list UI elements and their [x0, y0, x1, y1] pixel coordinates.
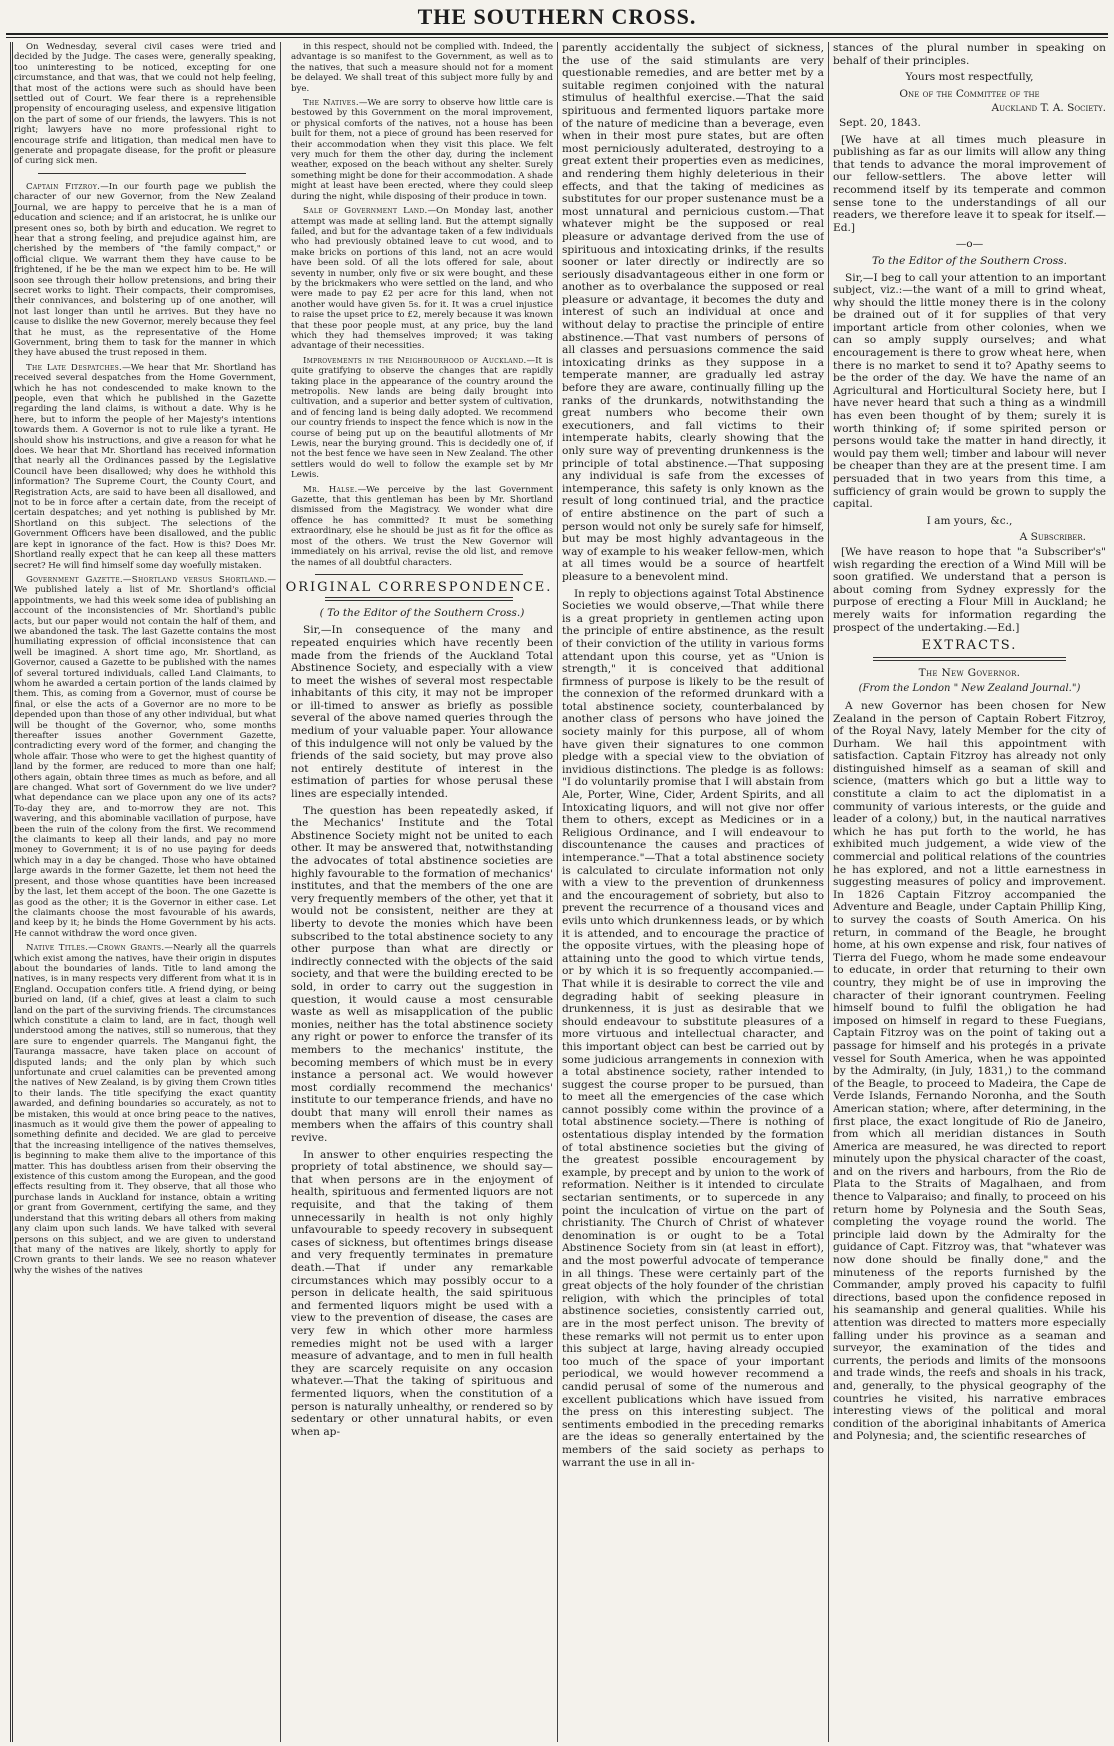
correspondence-letter [285, 624, 553, 1438]
letter-closing: I am yours, &c., [926, 514, 1013, 527]
newspaper-page [8, 42, 1106, 1742]
newspaper-title: THE SOUTHERN CROSS. [417, 4, 697, 29]
article-heading: The Late Despatches. [26, 362, 123, 373]
letter-addressee: To the Editor of the Southern Cross. [872, 254, 1067, 267]
letter-paragraph: In answer to other enquiries respecting the propriety of total abstinence, we should say—that when persons are in the enjoyment of health, spirituous and fermented liquors are not requisite, and that the taking of them unnecessarily in health is not only highly unfavourable to speedy recovery in subsequent cases of sickness, but oftentimes brings disease and very frequently terminates in premature death.—That if under any remarkable circumstances which may possibly occur to a person in delicate health, the said spirituous and fermented liquors might be used with a view to the prevention of disease, the cases are very few in which other more harmless remedies might not be used with a larger measure of advantage, and to men in full health they are scarcely requisite on any occasion whatever.—That the taking of spirituous and fermented liquors, when the constitution of a person is naturally unhealthy, or rendered so by sedentary or other unnatural habits, or even when ap- [291, 1148, 553, 1438]
article-heading: Captain Fitzroy. [26, 181, 101, 192]
letter-paragraph: Sir,—I beg to call your attention to an important subject, viz.:—the want of a mill to grind wheat, why should the little money there is in the colony be drained out of it for supplies of that very important article from other colonies, when we can so amply supply ourselves; and what encouragement is there to grow wheat here, when there is no market to send it to? Apathy seems to be the order of the day. We have the name of an Agricultural and Horticultural Society here, but I have never heard that such a thing as a windmill has even been thought of by them; surely it is worth thinking of; if some spirited person or persons would take the matter in hand directly, it would pay them well; timber and labour will never be cheaper than they are at the present time. I am persuaded that in two years from this time, a sufficiency of grain would be grown to supply the capital. [833, 271, 1106, 511]
column-4 [833, 42, 1106, 1742]
article-body: —In our fourth page we publish the character of our new Governor, from the New Zealand Journal, we are happy to perceive that he is a man of education and science; and if an aristocrat, he is unlike our present ones so, both by birth and education. We regret to hear that a strong feeling, and prejudice against him, are cherished by the members of "the family compact," or official clique. We warrant them they have cause to be frightened, if he be the man we expect him to be. He will soon see through their hollow pretensions, and bring their secret works to light. Their compacts, their compromises, their connivances, and bolstering up of one another, will not last longer than until he arrives. But they have no cause to dislike the new Governor, merely because they feel that he must, as the representative of the Home Government, bring them to task for the manner in which they have abused the trust reposed in them. [14, 181, 276, 359]
letter-paragraph: parently accidentally the subject of sickness, the use of the said stimulants are very questionable remedies, and are better met by a suitable regimen conjoined with the natural stimulus of healthful exercise.—That the said spirituous and fermented liquors partake more of the nature of medicine than a beverage, even when in their most pure states, but are often most perniciously adulterated, destroying to a great extent their properties even as medicines, and rendering them highly deleterious in their effects, and that the taking of medicines as substitutes for our proper sustenance must be a most unnatural and pernicious custom.—That whatever might be the supposed or real pleasure or advantage derived from the use of spirituous and intoxicating drinks, if the results sooner or later directly or indirectly are so seriously disadvantageous either in one form or another as to overbalance the supposed or real pleasure or advantage, it becomes the duty and interest of such an individual at once and without delay to practise the principle of entire abstinence.—That vast numbers of persons of all classes and persuasions commence the said intoxicating drinks as they suppose in a temperate manner, are gradually led astray before they are aware, continually filling up the ranks of the drunkards, notwithstanding the great numbers who become their own executioners, and fall victims to their intemperate habits, clearly showing that the only sure way of preventing drunkenness is the principle of total abstinence.—That supposing any individual is safe from the excesses of intemperance, this safety is only known as the result of long continued trial, and the practice of entire abstinence on the part of such a person would not only be surely safe for himself, but may be most highly advantageous in the way of example to his weaker fellow-men, which at all times would be a source of heartfelt pleasure to a benevolent mind. [562, 42, 824, 583]
masthead-rule [6, 33, 1108, 35]
native-titles-continued: in this respect, should not be complied with. Indeed, the advantage is so manifest to the Government, as well as to the natives, that such a measure should not for a moment be delayed. We shall treat of this subject more fully by and bye. [291, 42, 553, 94]
letter-closing: Yours most respectfully, [905, 71, 1034, 84]
article-heading: The New Governor. [918, 666, 1021, 679]
column-2 [285, 42, 553, 1742]
article-heading: The Natives. [303, 98, 359, 109]
column-3 [562, 42, 824, 1742]
letter-paragraph: Sir,—In consequence of the many and repeated enquiries which have recently been made from the friends of the Auckland Total Abstinence Society, and especially with a view to meet the wishes of several most respectable inhabitants of this city, it may not be improper or ill-timed to answer as briefly as possible several of the above named queries through the medium of your valuable paper. Your allowance of this indulgence will not only be valued by the friends of the said society, but may prove also not entirely destitute of interest in the estimation of parties for whose perusal these lines are especially intended. [291, 624, 553, 801]
column-rule-3 [828, 42, 829, 1742]
article-heading: Mr. Halse. [303, 484, 358, 495]
article-heading: Native Titles.—Crown Grants. [26, 943, 165, 954]
extract-body: A new Governor has been chosen for New Zealand in the person of Captain Robert Fitzroy, of the Royal Navy, lately Member for the city of Durham. We hail this appointment with satisfaction. Captain Fitzroy has already not only distinguished himself as a seaman of skill and science, (matters which go but a little way to constitute a claim to act the diplomatist in a community of various interests, or the guide and leader of a colony,) but, in the nautical narratives which he has put forth to the world, he has exhibited much judgement, a wide view of the commercial and political relations of the countries he has explored, and not a little earnestness in suggesting measures of policy and improvement. In 1826 Captain Fitzroy accompanied the Adventure and Beagle, under Captain Phillip King, to survey the coasts of South America. On his return, in command of the Beagle, he brought home, at his own expense and risk, four natives of Tierra del Fuego, whom he made some endeavour to educate, in order that returning to their own country, they might be of use in improving the character of their ignorant countrymen. Feeling himself bound to fulfil the obligation he had imposed on himself in regard to these Fuegians, Captain Fitzroy was on the point of taking out a passage for himself and his protegés in a private vessel for South America, when he was appointed by the Admiralty, (in July, 1831,) to the command of the Beagle, to proceed to Madeira, the Cape de Verde Islands, Fernando Noronha, and the South American station; where, after determining, in the first place, the exact longitude of Rio de Janeiro, from which all meridian distances in South America are measured, he was directed to report minutely upon the physical character of the coast, and on the rivers and harbours, from the Rio de Plata to the Straits of Magalhaen, and from thence to Valparaiso; and finally, to proceed on his return home by Polynesia and the South Seas, completing the voyage round the world. The principle laid down by the Admiralty for the guidance of Capt. Fitzroy was, that "whatever was now done should be finally done," and the minuteness of the reports furnished by the Commander, amply proved his capacity to fulfil directions, based upon the confidence reposed in his seamanship and general qualities. While his attention was directed to matters more especially falling under his province as a seaman and surveyor, the examination of the tides and currents, the periods and limits of the monsoons and trade winds, the reefs and shoals in his track, and, generally, to the physical geography of the countries he visited, his narrative embraces interesting views of the political and moral condition of the aboriginal inhabitants of America and Polynesia; and, the scientific researches of [833, 699, 1106, 1443]
article-heading: Improvements in the Neighbourhood of Auckland. [303, 355, 527, 366]
letter-addressee: ( To the Editor of the Southern Cross.) [319, 607, 525, 620]
civil-cases-paragraph: On Wednesday, several civil cases were tried and decided by the Judge. The cases were, generally speaking, too uninteresting to be noticed, excepting for one circumstance, and that was, that we could not help feeling, that most of the actions were such as should have been settled out of Court. We fear there is a reprehensible propensity of encouraging useless, and expensive litigation on the part of some of our friends, the lawyers. This is not right; lawyers have no more professional right to encourage strife and litigation, than medical men have to generate and propagate disease, for the profit or pleasure of curing sick men. [14, 42, 276, 167]
article-sale-of-land [285, 206, 553, 352]
column-rule-1 [280, 42, 281, 1742]
article-body: —We perceive by the last Government Gazette, that this gentleman has been by Mr. Shortland dismissed from the Magistracy. We wonder what dire offence he has committed? It must be something extraordinary, else he should be just as fit for the office as most of the others. We trust the New Governor will immediately on his arrival, revise the old list, and remove the names of all doubtful characters. [291, 484, 553, 568]
letter-date: Sept. 20, 1843. [839, 116, 921, 129]
masthead-rule-thin [6, 37, 1108, 38]
masthead [0, 0, 1114, 34]
letter-signature: One of the Committee of the [899, 87, 1040, 100]
letter-paragraph: stances of the plural number in speaking on behalf of their principles. [833, 42, 1106, 67]
article-body: —We hear that Mr. Shortland has received several despatches from the Home Government, which he has not condescended to make known to the people, even that which he published in the Gazette regarding the land claims, is without a date. Why is he here, but to inform the people of her Majesty's intentions towards them. A Governor is not to rule like a tyrant. He should show his instructions, and give a reason for what he does. We hear that Mr. Shortland has received information that nearly all the Ordinances passed by the Legislative Council have been disallowed; why does he withhold this information? The Supreme Court, the County Court, and Registration Acts, are said to have been all disallowed, and not to be in force after a certain date, from the receipt of certain despatches; and yet nothing is published by Mr. Shortland on this subject. The selections of the Government Officers have been disallowed, and the public are kept in ignorance of the fact. How is this? Does Mr. Shortland really expect that he can keep all these matters secret? He will find himself some day woefully mistaken. [14, 362, 276, 571]
letter-paragraph: The question has been repeatedly asked, if the Mechanics' Institute and the Total Abstinence Society might not be united to each other. It may be answered that, notwithstanding the advocates of total abstinence societies are highly favourable to the formation of mechanics' institutes, and that the members of the one are very frequently members of the other, yet that it would not be consistent, neither are they at liberty to devote the monies which have been subscribed to the total abstinence society to any other purpose than what are directly or indirectly connected with the objects of the said society, and that were the building erected to be sold, in order to carry out the suggestion in question, it would cause a most censurable waste as well as misapplication of the public monies, neither has the total abstinence society any right or power to enforce the transfer of its members to the mechanics' institute, the becoming members of which must be in every instance a personal act. We would however most cordially recommend the mechanics' institute to our temperance friends, and have no doubt that many will enroll their names as members when the affairs of this country shall revive. [291, 804, 553, 1145]
article-late-despatches [8, 363, 276, 571]
extract-source: (From the London " New Zealand Journal.") [858, 683, 1081, 695]
article-body: —Nearly all the quarrels which exist among the natives, have their origin in disputes about the boundaries of lands. Title to land among the natives, is in many respects very different from what it is in England. Occupation confers title. A friend dying, or being buried on land, (if a chief, gives at least a claim to such land on the part of the surviving friends. The circumstances which constitute a claim to land, are in fact, though well understood among the natives, still so numerous, that they are sure to engender quarrels. The Manganui fight, the Tauranga massacre, have taken place on account of disputed lands; and the only plan by which such unfortunate and cruel calamities can be prevented among the natives of New Zealand, is by giving them Crown titles to their lands. The title specifying the exact quantity awarded, and defining boundaries so accurately, as not to be mistaken, this would at once bring peace to the natives, inasmuch as it would give them the power of appealing to something definite and decided. We are glad to perceive that the increasing intelligence of the natives themselves, is beginning to make them alive to the importance of this matter. This has doubtless arisen from their observing the existence of this custom among the European, and the good effects resulting from it. They observe, that all those who purchase lands in Auckland for instance, obtain a writing or grant from Government, certifying the same, and they understand that this writing debars all others from making any claim upon such lands. We have talked with several persons on this subject, and we are given to understand that many of the natives are likely, shortly to apply for Crown grants to their lands. We see no reason whatever why the wishes of the natives [14, 943, 276, 1276]
column-1 [8, 42, 276, 1742]
divider [38, 173, 246, 174]
ornament-divider: —o— [955, 238, 984, 251]
article-body: —We are sorry to observe how little care is bestowed by this Government on the moral improvement, or physical comforts of the natives, not a house has been built for them, not a piece of ground has been reserved for their accommodation when they visit this place. We felt very much for them the other day, during the inclement weather, exposed on the beach without any shelter. Surely something might be done for their accommodation. A shade might at least have been erected, where they could sleep during the night, while disposing of their produce in town. [291, 98, 553, 202]
editor-note: [We have at all times much pleasure in publishing as far as our limits will allow any thing that tends to advance the moral improvement of our fellow-settlers. The above letter will recommend itself by its temperate and common sense tone to the understandings of all our readers, we therefore leave it to speak for itself.—Ed.] [833, 133, 1106, 234]
section-title-underline [873, 657, 1066, 661]
section-title-underline [325, 597, 513, 601]
article-body: —On Monday last, another attempt was made at selling land. But the attempt signally failed, and but for the advantage taken of a few individuals who had previously obtained leave to cut wood, and to make bricks on portions of this land, not an acre would have been sold. Of all the lots offered for sale, about seventy in number, only five or six were bought, and these by the brickmakers who were settled on the land, and who were made to pay £2 per acre for this land, when not another would have given 5s. for it. It was a cruel injustice to raise the upset price to £2, merely because it was known that these poor people must, at any price, buy the land which they had themselves improved; it was taking advantage of their necessities. [291, 206, 553, 352]
section-title-original-correspondence: ORIGINAL CORRESPONDENCE. [285, 579, 553, 595]
letter-paragraph: In reply to objections against Total Abstinence Societies we would observe,—That while there is a great propriety in gentlemen acting upon the principle of entire abstinence, as the result of their conviction of the utility in various forms attendant upon this course, yet as "Union is strength," it is conceived that additional firmness of purpose is likely to be the result of the connexion of the reformed drunkard with a total abstinence society, counterbalanced by another class of persons who have joined the society mainly for this purpose, all of whom have given their signatures to one common pledge with a special view to the obviation of invidious distinctions. The pledge is as follows: "I do voluntarily promise that I will abstain from Ale, Porter, Wine, Cider, Ardent Spirits, and all Intoxicating liquors, and will not give nor offer them to others, except as Medicines or in a Religious Ordinance, and I will endeavour to discountenance the causes and practices of intemperance."—That a total abstinence society is calculated to circulate information not only with a view to the prevention of drunkenness and the encouragement of sobriety, but also to prevent the recurrence of a thousand vices and evils unto which drunkenness leads, or by which it is attended, and to encourage the practice of the opposite virtues, with the pleasing hope of attaining unto the good to which virtue tends, or by which it is so frequently accompanied.—That while it is desirable to correct the vile and degrading habit of seeking pleasure in drunkenness, it is just as desirable that we should endeavour to substitute pleasures of a more virtuous and intellectual character, and this important object can best be carried out by some judicious arrangements in connexion with a total abstinence society, rather intended to suggest the course proper to be pursued, than to meet all the emergencies of the case which cannot possibly come within the province of a total abstinence society.—There is nothing of ostentatious display intended by the formation of total abstinence societies but the giving of the greatest possible encouragement by example, by precept and by union to the work of reformation. Neither is it intended to circulate sectarian sentiments, or to supercede in any point the inculcation of virtue on the part of christianity. The Church of Christ of whatever denomination is or ought to be a Total Abstinence Society from sin (at least in effort), and the most powerful advocate of temperance in all things. These were certainly part of the great objects of the holy founder of the christian religion, with which the principles of total abstinence societies, consistently carried out, are in the most perfect unison. The brevity of these remarks will not permit us to enter upon this subject at large, having already occupied too much of the space of your important periodical, we would however recommend a candid perusal of some of the numerous and excellent publications which have issued from the press on this interesting subject. The sentiments embodied in the preceding remarks are the ideas so generally entertained by the members of the said society as perhaps to warrant the use in all in- [562, 587, 824, 1469]
article-government-gazette [8, 575, 276, 939]
article-captain-fitzroy [8, 182, 276, 359]
article-heading: Government Gazette.—Shortland versus Shortland. [26, 574, 268, 585]
letter-signature: Auckland T. A. Society. [991, 102, 1106, 115]
section-title-extracts: EXTRACTS. [921, 638, 1018, 654]
article-heading: Sale of Government Land. [303, 206, 428, 217]
article-improvements [285, 356, 553, 481]
column-rule-2 [557, 42, 558, 1742]
article-mr-halse [285, 485, 553, 568]
letter-signature: A Subscriber. [1019, 531, 1086, 544]
article-native-titles [8, 943, 276, 1276]
article-body: —We published lately a list of Mr. Shortland's official appointments, we had this week some idea of publishing an account of the inconsistencies of Mr. Shortland's public acts, but our paper would not contain the half of them, and we abandoned the task. The last Gazette contains the most humiliating expression of official inconsistence that can well be imagined. A short time ago, Mr. Shortland, as Governor, caused a Gazette to be published with the names of several tortured individuals, called Land Claimants, to whom he awarded a certain portion of the lands claimed by them. This, as coming from a Governor, must of course be final, or else the acts of a Governor are no more to be depended upon than those of any other individual, but what will be thought of the Governor, who, some months thereafter issues another Government Gazette, contradicting every word of the former, and changing the whole affair. Those who were to get the highest quantity of land by the former, are reduced to more than one half; others again, obtain three times as much as before, and all are changed. What sort of Government do we live under? what dependance can we place upon any one of its acts? To-day they are, and to-morrow they are not. This wavering, and this abominable vacillation of purpose, have been the ruin of the colony from the first. We recommend the claimants to keep all their lands, and pay no more money to Government; it is of no use paying for deeds which may in a day be changed. Those who have obtained large awards in the former Gazette, let them not heed the present, and those whose quantities have been increased by the last, let them accept of the boon. The one Gazette is as good as the other; it is the Governor in either case. Let the claimants choose the most favourable of his awards, and keep by it; he binds the Home Government by his acts. He cannot withdraw the word once given. [14, 574, 276, 939]
editor-note: [We have reason to hope that "a Subscriber's" wish regarding the erection of a Wind Mill will be soon gratified. We understand that a person is about coming from Sydney expressly for the purpose of erecting a Flour Mill in Auckland; he merely waits for information regarding the prospect of the undertaking.—Ed.] [833, 545, 1106, 634]
article-body: —It is quite gratifying to observe the changes that are rapidly taking place in the appearance of the country around the metropolis. New lands are being daily brought into cultivation, and a superior and better system of cultivation, and of fencing land is being daily adopted. We recommend our country friends to inspect the fence which is now in the course of being put up on the beautiful allotments of Mr Lewis, near the burying ground. This is decidedly one of, if not the best fence we have seen in New Zealand. The other settlers would do well to follow the example set by Mr Lewis. [291, 355, 553, 481]
article-the-natives [285, 98, 553, 202]
divider [315, 574, 523, 575]
